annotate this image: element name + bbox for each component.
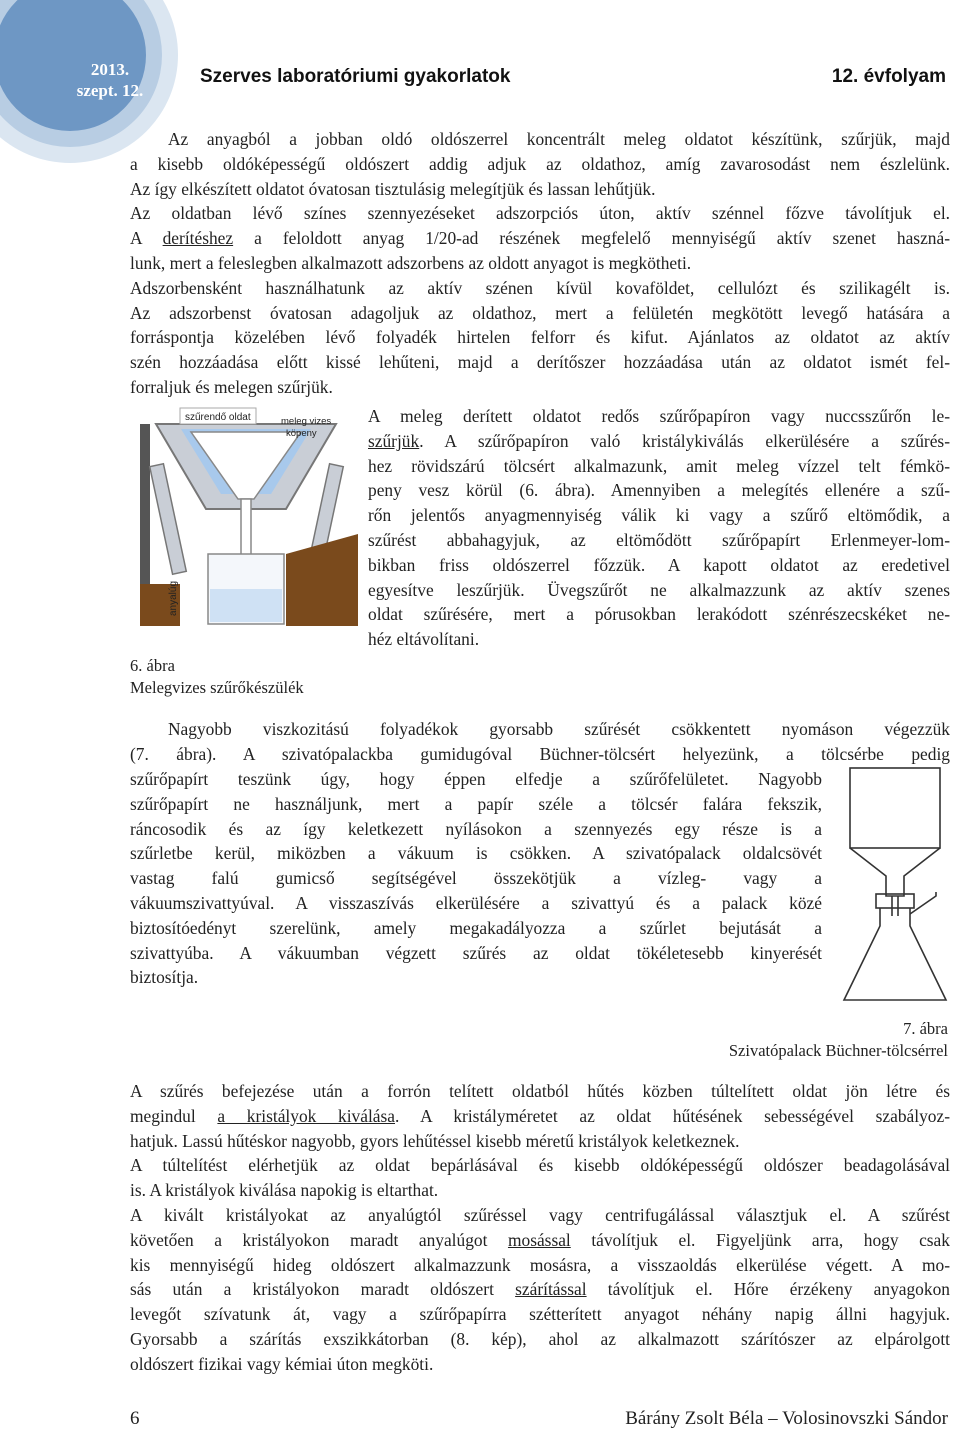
buchner-flask-figure [838,764,950,1014]
paragraph-hot-filtration: A meleg derített oldatot redős szűrőpapíron vagy nuccsszűrőn le- szűrjük. A szűrőpapíron való kristálykiválás elkerülésére a szűrés- hez rövidszárú tölcsért alkalmazunk, amit meleg vízzel telt fémkö- peny vesz körül (6. ábra). Amennyiben a melegítés ellenére a szű- rőn jelentős anyagmennyiség válik ki vagy a szűrő eltömődik, a szűrést abbahagyjuk, az eltömődött szűrőpapírt Erlenmeyer-lom- bikban friss oldószerrel főzzük. A kapott oldatot az eredetivel egyesítve leszűrjük. Üvegszűrőt ne alkalmazzunk az aktív szenes oldat szűrésére, mert a pórusokban lerakódott szénrészecskéket ne- héz eltávolítani. [368,406,950,650]
label-jacket: meleg vizes köpeny [281,416,332,439]
figure7-caption: 7. ábra Szivatópalack Büchner-tölcsérrel [728,1019,948,1060]
link-kristalyok-kivalasa[interactable]: a kristályok kiválása [217,1105,396,1126]
hot-filtration-apparatus-figure [136,404,358,626]
link-szaritassal[interactable]: szárítással [515,1279,587,1300]
page-number: 6 [130,1408,140,1429]
footer-authors: Bárány Zsolt Béla – Volosinovszki Sándor [625,1408,948,1429]
label-filtrate: szűrendő oldat [185,412,251,423]
label-mother-liquor: anyalúg [168,580,179,616]
link-mosassal[interactable]: mosással [507,1229,571,1250]
paragraph-crystallization: A szűrés befejezése után a forrón telített oldatból hűtés közben túltelített oldat jön létre és megindul a kristályok kiválása. A kristályméretet az oldat hűtésének sebességével szabályoz- hatjuk. Lassú hűtéskor nagyobb, gyors lehűtéssel kisebb méretű kristályok keletkeznek. A túltelítést elérhetjük az oldat bepárlásával és kisebb oldóképességű oldószer beadagolásával is. A kristályok kiválása napokig is eltarthat. A kivált kristályokat az anyalúgtól szűréssel vagy centrifugálással választjuk el. A szűrést követően a kristályokon maradt anyalúgot mosással távolítjuk el. Figyeljünk arra, hogy csak kis mennyiségű hideg oldószert alkalmazzunk mosásra, a visszaoldás elkerülése végett. A mo- sás után a kristályokon maradt oldószert szárítással távolítjuk el. Hőre érzékeny anyagokon levegőt szívatunk át, vagy a szűrőpapírra szétterített anyagot néhány napig állni hagyjuk. Gyorsabb a szárítás exszikkátorban (8. kép), ahol az alkalmazott szárítószer az elpárolgott oldószert fizikai vagy kémiai úton megköti. [130,1081,950,1374]
paragraph-recrystallization: Az anyagból a jobban oldó oldószerrel koncentrált meleg oldatot készítünk, szűrjük, majd a kisebb oldóképességű oldószert addig adjuk az oldathoz, amíg zavarosodást nem észlelünk. Az így elkészített oldatot óvatosan tisztulásig melegítjük és lassan lehűtjük. Az oldatban lévő színes szennyezéseket adszorpciós úton, aktív szénnel főzve távolítjuk el. A derítéshez a feloldott anyag 1/20-ad részének megfelelő mennyiségű aktív szenet haszná- lunk, mert a feleslegben alkalmazott adszorbens az oldott anyagot is megkötheti. Adszorbensként használhatunk az aktív szénen kívül kovaföldet, cellulózt és szilikagélt is. Az adszorbenst óvatosan adagoljuk az oldathoz, mert a felületén megkötött levegő hatására a forráspontja közelében lévő folyadék hirtelen felforr és kifut. Ajánlatos az oldatot az aktív szén hozzáadása előtt kissé lehűteni, majd a derítőszer hozzáadása után az oldatot ismét fel- forraljuk és melegen szűrjük. [130,129,951,397]
paragraph-vacuum-filtration-intro: Nagyobb viszkozitású folyadékok gyorsabb szűrését csökkentett nyomáson végezzük (7. ábra). A szivatópalackba gumidugóval Büchner-tölcsért helyezünk, a tölcsérbe pedig [130,719,950,764]
header-grade: 12. évfolyam [831,66,946,87]
figure6-caption: 6. ábra Melegvizes szűrőkészülék [130,656,304,697]
link-szurjuk[interactable]: szűrjük [368,430,420,451]
header-title: Szerves laboratóriumi gyakorlatok [200,66,511,87]
paragraph-vacuum-filtration: szűrőpapírt teszünk úgy, hogy éppen elfedje a szűrőfelületet. Nagyobb szűrőpapírt ne használjunk, mert a papír széle a tölcsér falára fekszik, ráncosodik és az így keletkezett nyílásokon a szennyezés egy része is a szűrletbe kerül, miközben a vákuum is csökken. A szivatópalack oldalcsövét vastag falú gumicső segítségével összekötjük a vízleg- vagy a vákuumszivattyúval. A visszaszívás elkerülésére a szivattyú és a palack közé biztosítóedényt szerelünk, amely megakadályozza a szűrlet bejutását a szivattyúba. A vákuumban végzett szűrés az oldat tökéletesebb kinyerését biztosítja. [130,769,822,988]
link-deritéshez[interactable]: derítéshez [162,228,234,249]
header-date: 2013. szept. 12. [76,60,144,100]
